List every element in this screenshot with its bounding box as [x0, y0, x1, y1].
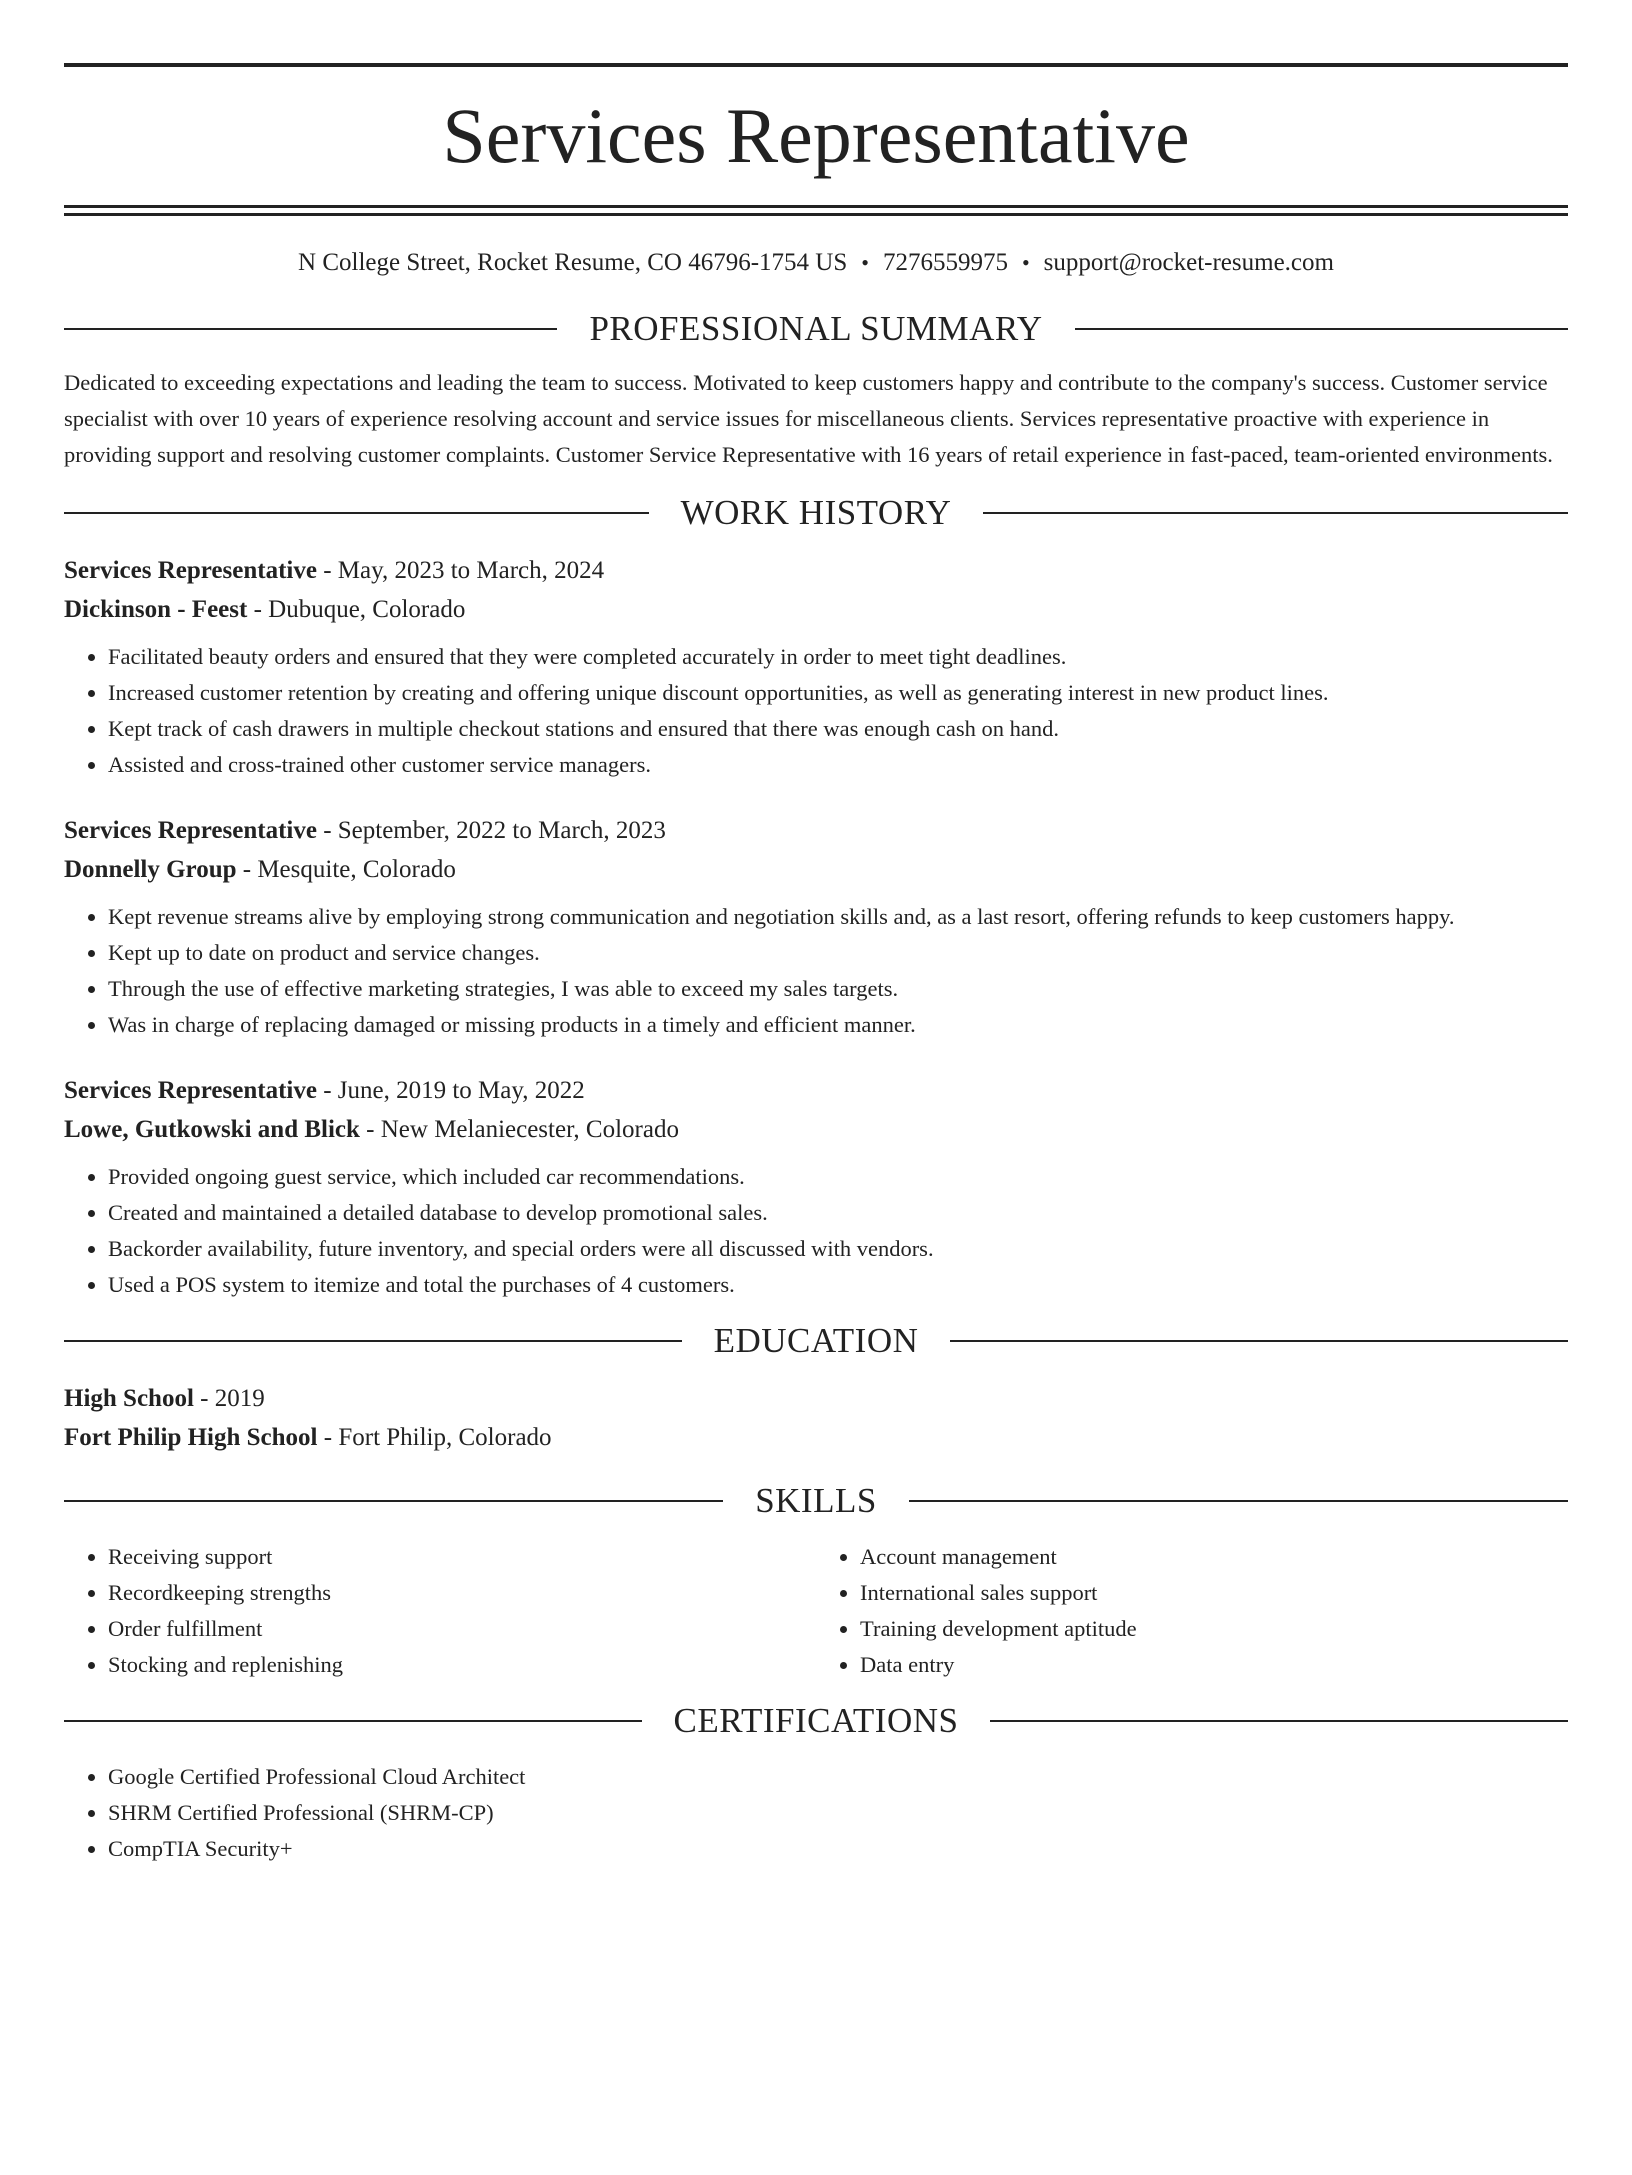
- job-role: Services Representative: [64, 557, 317, 584]
- certification-item: • SHRM Certified Professional (SHRM-CP): [108, 1795, 1568, 1831]
- candidate-name: Services Representative: [442, 92, 1190, 179]
- skill-item: • Receiving support: [108, 1539, 816, 1575]
- resume-page: [0, 63, 1632, 2175]
- skill-item: • Order fulfillment: [108, 1611, 816, 1647]
- contact-separator: •: [861, 250, 869, 275]
- job-entry: [64, 1071, 1568, 1303]
- skill-item: • Data entry: [860, 1647, 1568, 1683]
- job-bullets: [64, 1159, 1568, 1303]
- job-company-row: [64, 1110, 1568, 1149]
- education-degree: High School: [64, 1385, 194, 1412]
- job-title-row: [64, 811, 1568, 850]
- name-block: [64, 67, 1568, 205]
- heading-rule-left: [64, 1340, 682, 1342]
- heading-rule-right: [909, 1500, 1568, 1502]
- job-bullet: • Through the use of effective marketing strategies, I was able to exceed my sales targets.: [108, 971, 1568, 1007]
- job-location: - New Melaniecester, Colorado: [359, 1116, 679, 1143]
- job-company-row: [64, 850, 1568, 889]
- skill-item: • International sales support: [860, 1575, 1568, 1611]
- skill-item: • Recordkeeping strengths: [108, 1575, 816, 1611]
- heading-rule-left: [64, 512, 649, 514]
- certifications-list: [64, 1759, 1568, 1867]
- skill-item: • Training development aptitude: [860, 1611, 1568, 1647]
- job-company: Lowe, Gutkowski and Blick: [64, 1116, 360, 1143]
- work-title: WORK HISTORY: [680, 493, 952, 532]
- job-bullet: • Backorder availability, future inventory, and special orders were all discussed with vendors.: [108, 1231, 1568, 1267]
- certifications-heading: [64, 1697, 1568, 1745]
- contact-phone: 7276559975: [882, 249, 1008, 276]
- heading-rule-right: [990, 1720, 1568, 1722]
- certifications-title: CERTIFICATIONS: [673, 1701, 959, 1740]
- job-bullet: • Assisted and cross-trained other customer service managers.: [108, 747, 1568, 783]
- heading-rule-left: [64, 1500, 723, 1502]
- skills-list: [64, 1539, 1568, 1683]
- education-entry: [64, 1379, 1568, 1457]
- skill-item: • Account management: [860, 1539, 1568, 1575]
- summary-heading: [64, 305, 1568, 353]
- contact-separator: •: [1021, 250, 1030, 275]
- education-location: - Fort Philip, Colorado: [317, 1424, 552, 1451]
- job-location: - Dubuque, Colorado: [247, 596, 466, 623]
- job-dates: - September, 2022 to March, 2023: [316, 817, 666, 844]
- job-bullet: • Facilitated beauty orders and ensured that they were completed accurately in order to meet tight deadlines.: [108, 639, 1568, 675]
- skills-heading: [64, 1477, 1568, 1525]
- skills-column-right: [816, 1539, 1568, 1683]
- job-company: Dickinson - Feest: [64, 596, 248, 623]
- skills-title: SKILLS: [755, 1481, 877, 1520]
- heading-rule-left: [64, 328, 557, 330]
- job-bullet: • Kept up to date on product and service changes.: [108, 935, 1568, 971]
- job-bullets: [64, 639, 1568, 783]
- header-double-rule: [64, 205, 1568, 216]
- heading-rule-left: [64, 1720, 642, 1722]
- job-bullet: • Kept revenue streams alive by employing strong communication and negotiation skills and, as a last resort, offering refunds to keep customers happy.: [108, 899, 1568, 935]
- education-degree-row: [64, 1379, 1568, 1418]
- education-year: - 2019: [193, 1385, 265, 1412]
- job-bullet: • Provided ongoing guest service, which included car recommendations.: [108, 1159, 1568, 1195]
- job-bullets: [64, 899, 1568, 1043]
- heading-rule-right: [950, 1340, 1568, 1342]
- education-title: EDUCATION: [713, 1321, 919, 1360]
- job-bullet: • Kept track of cash drawers in multiple checkout stations and ensured that there was enough cash on hand.: [108, 711, 1568, 747]
- certification-item: • Google Certified Professional Cloud Architect: [108, 1759, 1568, 1795]
- work-heading: [64, 489, 1568, 537]
- job-bullet: • Created and maintained a detailed database to develop promotional sales.: [108, 1195, 1568, 1231]
- summary-text: Dedicated to exceeding expectations and leading the team to success. Motivated to keep customers happy and contribute to the company's success. Customer service specialist with over 10 years of experience resolving account and service issues for miscellaneous clients. Services representative proactive with experience in providing support and resolving customer complaints. Customer Service Representative with 16 years of retail experience in fast-paced, team-oriented environments.: [64, 370, 1553, 467]
- job-bullet: • Increased customer retention by creating and offering unique discount opportunities, as well as generating interest in new product lines.: [108, 675, 1568, 711]
- skill-item: • Stocking and replenishing: [108, 1647, 816, 1683]
- education-school: Fort Philip High School: [64, 1424, 318, 1451]
- job-title-row: [64, 551, 1568, 590]
- job-title-row: [64, 1071, 1568, 1110]
- job-role: Services Representative: [64, 817, 317, 844]
- heading-rule-right: [983, 512, 1568, 514]
- summary-title: PROFESSIONAL SUMMARY: [589, 309, 1043, 348]
- education-school-row: [64, 1418, 1568, 1457]
- certification-item: • CompTIA Security+: [108, 1831, 1568, 1867]
- job-company: Donnelly Group: [64, 856, 237, 883]
- skills-column-left: [64, 1539, 816, 1683]
- job-company-row: [64, 590, 1568, 629]
- job-entry: [64, 811, 1568, 1043]
- job-bullet: • Was in charge of replacing damaged or missing products in a timely and efficient manner.: [108, 1007, 1568, 1043]
- heading-rule-right: [1075, 328, 1568, 330]
- job-role: Services Representative: [64, 1077, 317, 1104]
- education-heading: [64, 1317, 1568, 1365]
- contact-line: [64, 245, 1568, 281]
- job-location: - Mesquite, Colorado: [236, 856, 456, 883]
- job-dates: - May, 2023 to March, 2024: [316, 557, 605, 584]
- contact-address: N College Street, Rocket Resume, CO 46796-1754 US: [298, 249, 848, 276]
- job-bullet: • Used a POS system to itemize and total the purchases of 4 customers.: [108, 1267, 1568, 1303]
- job-entry: [64, 551, 1568, 783]
- contact-email: support@rocket-resume.com: [1043, 249, 1334, 276]
- job-dates: - June, 2019 to May, 2022: [316, 1077, 585, 1104]
